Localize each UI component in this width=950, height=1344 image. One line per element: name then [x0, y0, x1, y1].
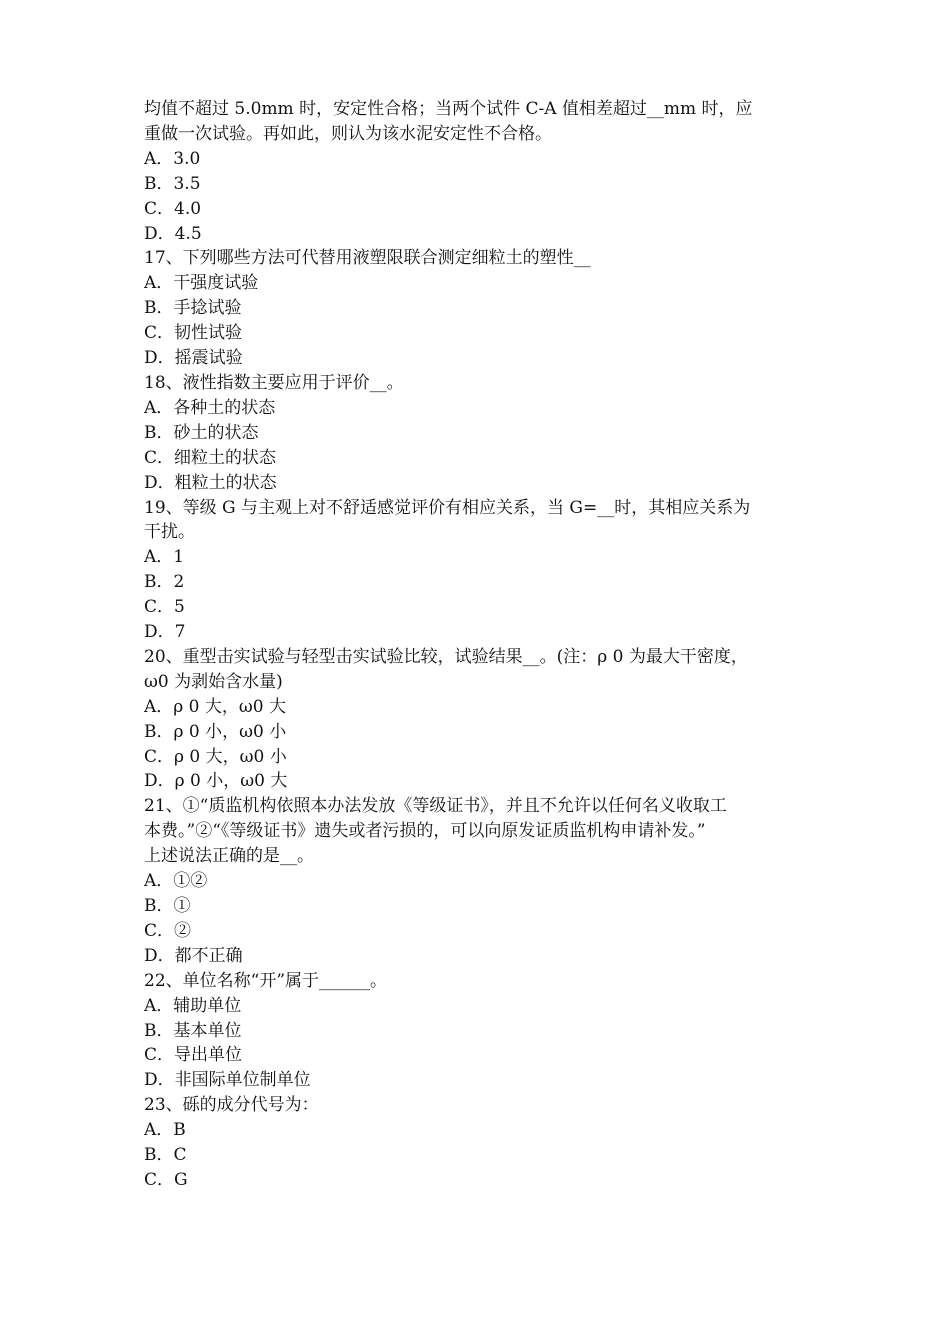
- question-19-option-b: B．2: [144, 572, 185, 593]
- question-17-text: 17、下列哪些方法可代替用液塑限联合测定细粒土的塑性__: [144, 248, 591, 269]
- question-22-text: 22、单位名称“开”属于______。: [144, 970, 388, 991]
- question-20-option-b: B．ρ 0 小，ω0 小: [144, 721, 287, 742]
- question-20-option-c: C．ρ 0 大，ω0 小: [144, 746, 287, 767]
- question-19-option-d: D．7: [144, 622, 186, 643]
- question-18-text: 18、液性指数主要应用于评价__。: [144, 372, 404, 393]
- question-18-option-d: D．粗粒土的状态: [144, 472, 277, 493]
- question-21-text-line-3: 上述说法正确的是__。: [144, 846, 314, 867]
- question-19-text-line-1: 19、等级 G 与主观上对不舒适感觉评价有相应关系，当 G=__时，其相应关系为: [144, 497, 751, 518]
- question-19-text-line-2: 干扰。: [144, 522, 195, 543]
- question-21-option-a: A．①②: [144, 871, 208, 892]
- question-20-option-d: D．ρ 0 小，ω0 大: [144, 771, 288, 792]
- question-22-option-b: B．基本单位: [144, 1020, 242, 1041]
- question-19-option-c: C．5: [144, 597, 185, 618]
- question-22-option-a: A．辅助单位: [144, 995, 242, 1016]
- question-23-option-c: C．G: [144, 1169, 188, 1190]
- question-16-option-b: B．3.5: [144, 173, 201, 194]
- question-21-option-d: D．都不正确: [144, 945, 243, 966]
- question-23-option-b: B．C: [144, 1145, 187, 1166]
- question-16-option-c: C．4.0: [144, 198, 202, 219]
- question-21-option-b: B．①: [144, 896, 191, 916]
- question-23-option-a: A．B: [144, 1120, 186, 1141]
- question-16-text-line-2: 重做一次试验。再如此，则认为该水泥安定性不合格。: [144, 123, 552, 144]
- question-18-option-c: C．细粒土的状态: [144, 447, 277, 468]
- question-17-option-d: D．摇震试验: [144, 348, 243, 369]
- question-16-option-d: D．4.5: [144, 223, 202, 244]
- question-22-option-d: D．非国际单位制单位: [144, 1070, 311, 1091]
- document-body: [144, 97, 809, 1193]
- question-21-text-line-1: 21、①“质监机构依照本办法发放《等级证书》，并且不允许以任何名义收取工: [144, 796, 727, 817]
- question-19-option-a: A．1: [144, 547, 185, 568]
- question-20-text-line-2: ω0 为剥始含水量): [144, 671, 283, 692]
- question-18-option-a: A．各种土的状态: [144, 397, 276, 418]
- question-17-option-b: B．手捻试验: [144, 298, 242, 319]
- question-22-option-c: C．导出单位: [144, 1045, 243, 1066]
- question-21-option-c: C．②: [144, 920, 192, 941]
- question-17-option-a: A．干强度试验: [144, 273, 259, 294]
- question-20-option-a: A．ρ 0 大，ω0 大: [144, 696, 286, 717]
- question-16-option-a: A．3.0: [144, 148, 201, 169]
- question-18-option-b: B．砂土的状态: [144, 422, 259, 443]
- question-21-text-line-2: 本费。”②“《等级证书》遗失或者污损的，可以向原发证质监机构申请补发。”: [144, 821, 706, 842]
- question-20-text-line-1: 20、重型击实试验与轻型击实试验比较，试验结果__。(注：ρ 0 为最大干密度，: [144, 646, 748, 667]
- question-23-text: 23、砾的成分代号为：: [144, 1095, 319, 1116]
- question-17-option-c: C．韧性试验: [144, 323, 243, 344]
- question-16-text-line-1: 均值不超过 5.0mm 时，安定性合格；当两个试件 C-A 值相差超过__mm 时，应: [144, 99, 753, 119]
